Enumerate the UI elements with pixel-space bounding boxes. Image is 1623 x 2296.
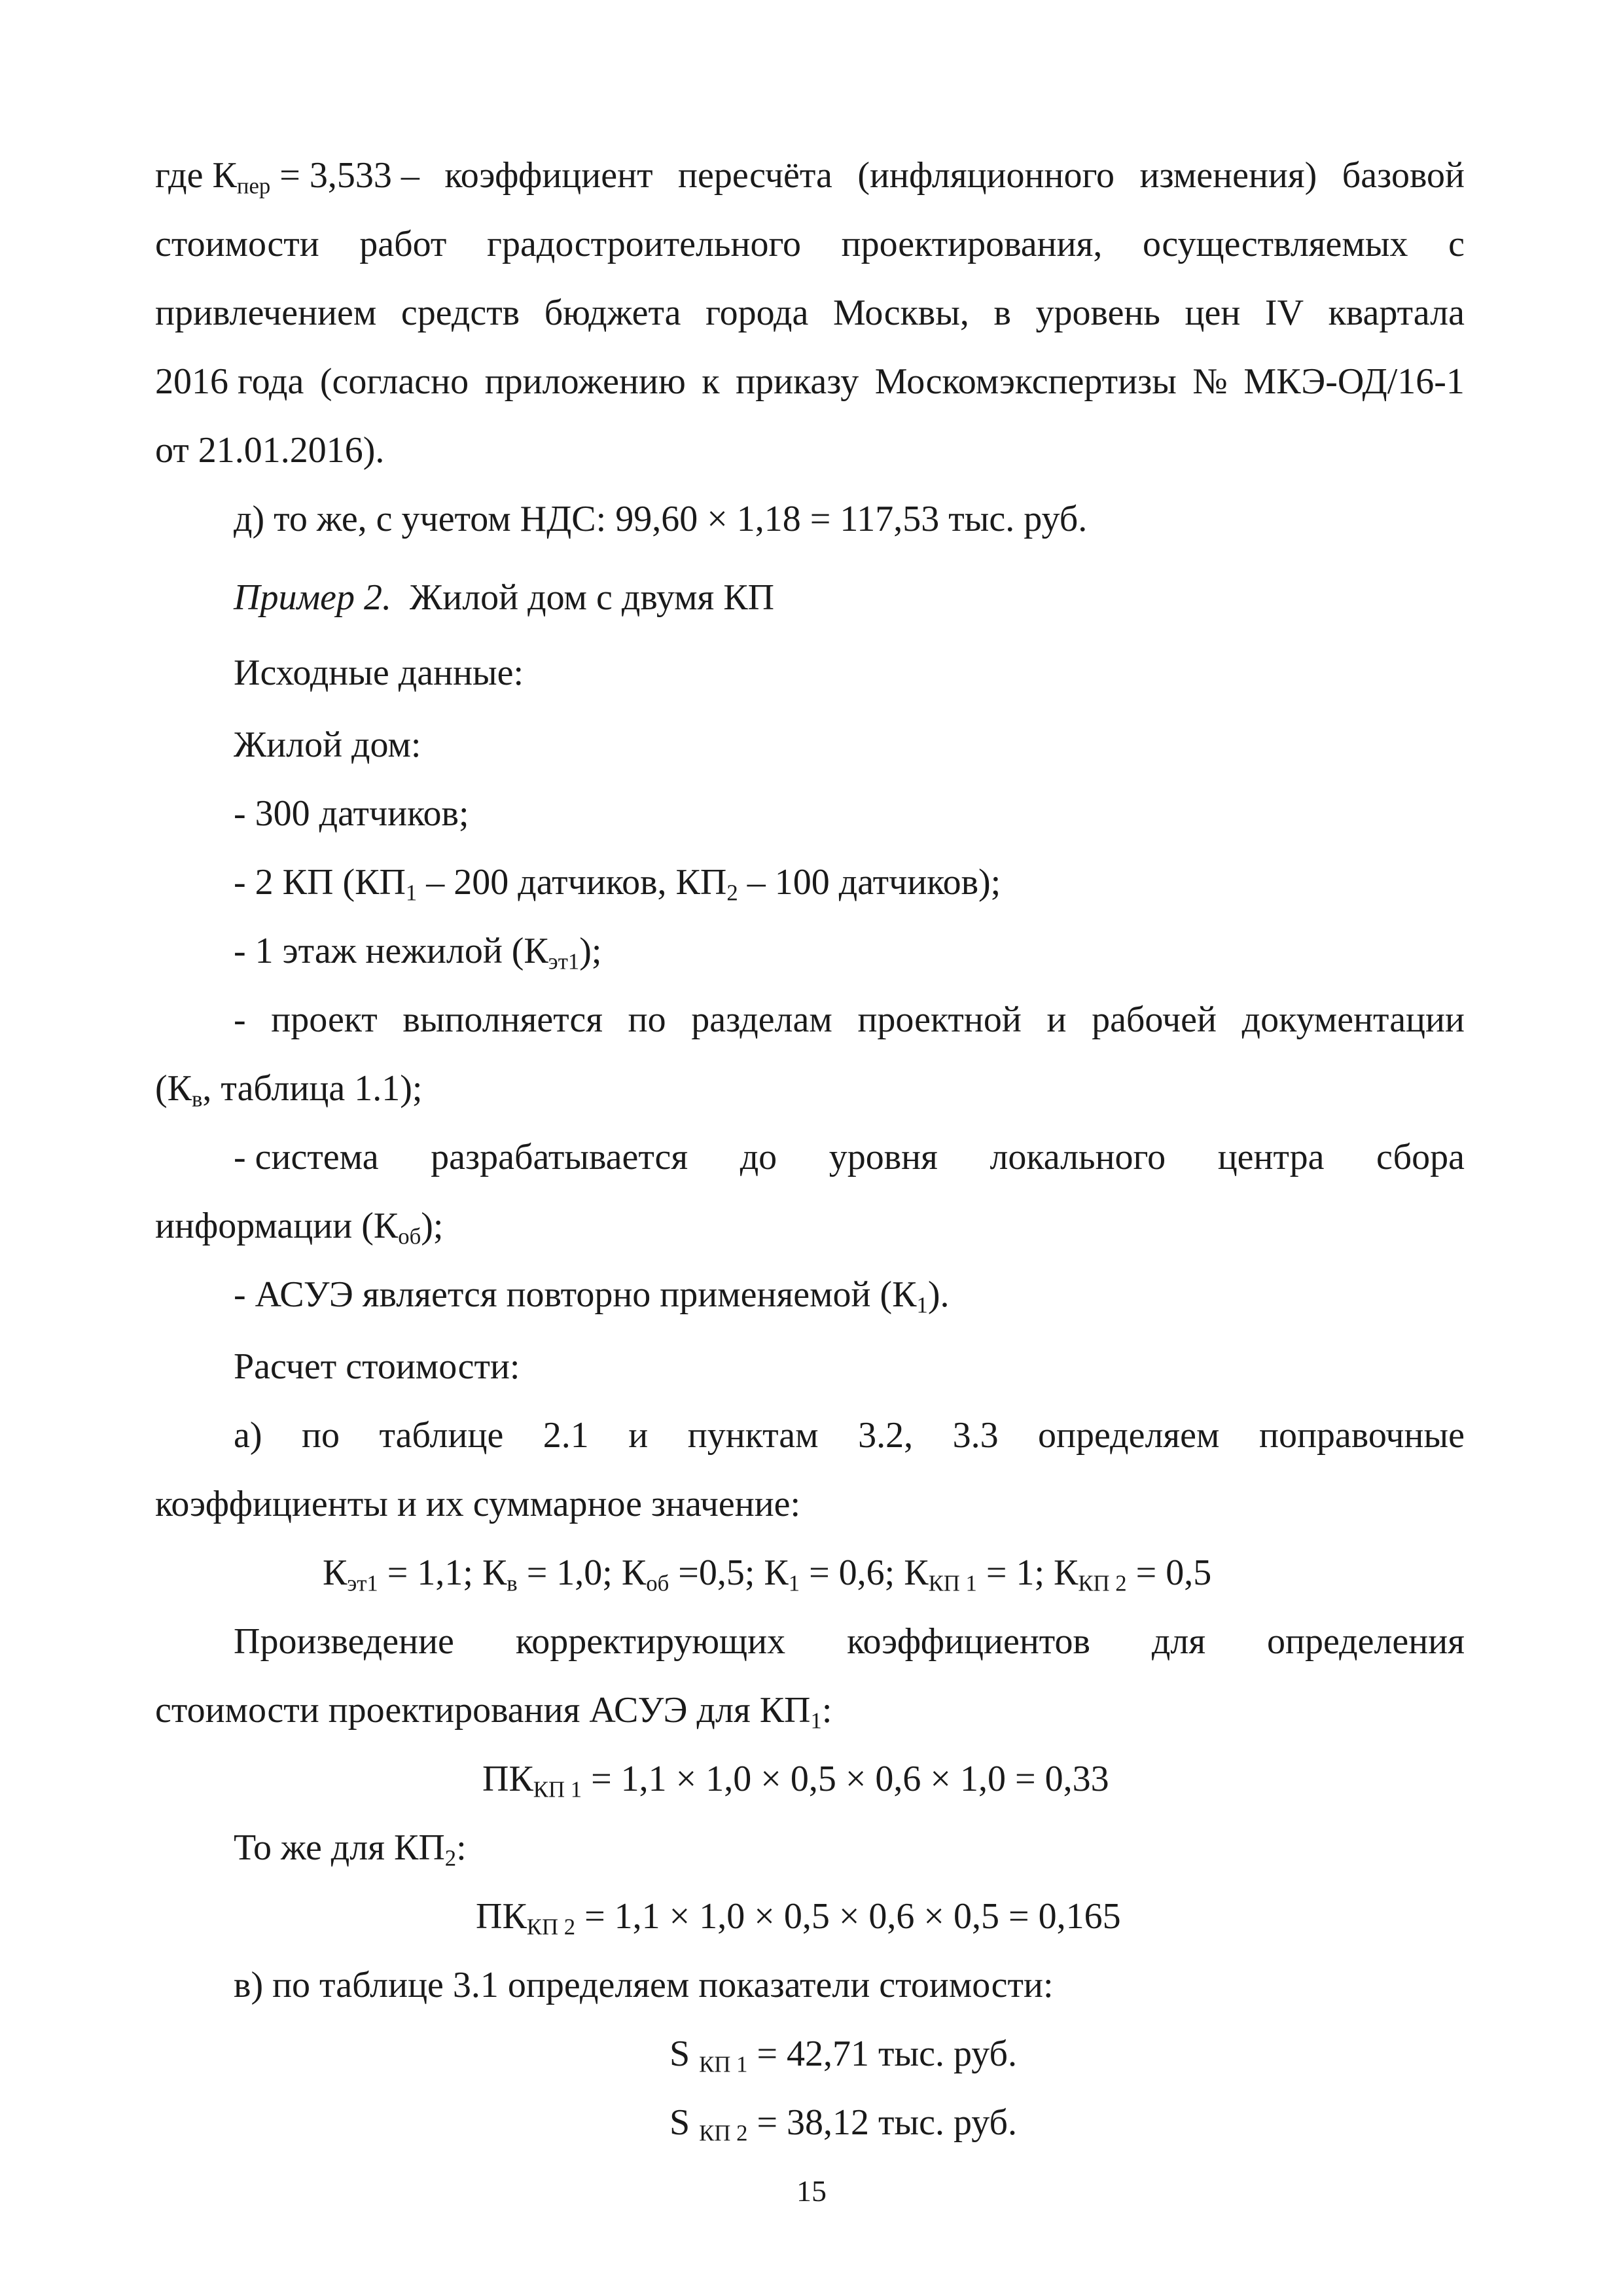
word: осуществляемых <box>1142 224 1408 264</box>
word: определения <box>1267 1621 1465 1662</box>
word: 3.2, <box>858 1415 914 1456</box>
bullet-project-line: ($К_в$, таблица 1.1); <box>155 1068 423 1112</box>
word: до <box>740 1137 777 1177</box>
word: коэффициент <box>444 155 653 196</box>
word: проектной <box>857 999 1022 1040</box>
word: цен <box>1185 293 1241 333</box>
word: выполняется <box>402 999 603 1040</box>
word: где $К_{пер} = 3,533$ – <box>155 155 419 199</box>
word: квартала <box>1328 293 1465 333</box>
word: МКЭ-ОД/16-1 <box>1243 361 1465 402</box>
bullet-kp: - 2 КП ($КП_1 - 200$ датчиков, $КП_2 - 100$ датчиков); <box>234 862 1001 906</box>
calc-heading: Расчет стоимости: <box>234 1346 520 1387</box>
initial-data-heading: Исходные данные: <box>234 653 524 693</box>
word: приложению <box>484 361 686 402</box>
word: коэффициентов <box>847 1621 1090 1662</box>
word: градостроительного <box>487 224 802 264</box>
paragraph-line <box>155 226 1465 262</box>
word: по <box>628 999 666 1040</box>
word: 2016 года <box>155 361 304 402</box>
bullet-system-line: информации $(К_{об})$; <box>155 1206 444 1249</box>
word: а) <box>234 1415 262 1456</box>
word: для <box>1151 1621 1206 1662</box>
product-line: стоимости проектирования АСУЭ для $КП_1$: <box>155 1690 832 1734</box>
word: (инфляционного <box>857 155 1115 196</box>
bullet-floor: - 1 этаж нежилой $(К_{эт1})$; <box>234 931 602 975</box>
word: уровня <box>829 1137 938 1177</box>
coefficient-formula: $К_{эт1} = 1,1$; $К_в = 1,0$; $К_{об} =0,5$; $К_1 = 0,6$; $К_{КП 1} = 1$; $К_{КП 2} = 0,5$ <box>323 1552 1212 1596</box>
product-line <box>234 1623 1465 1660</box>
page-number: 15 <box>796 2174 827 2208</box>
word: таблице <box>379 1415 504 1456</box>
same-for-kp2: То же для $КП_2$: <box>234 1827 467 1871</box>
bullet-sensors: - 300 датчиков; <box>234 793 469 834</box>
word: IV <box>1264 293 1304 333</box>
s-kp1-value: S $_{КП 1}$ = 42,71 тыс. руб. <box>669 2034 1017 2077</box>
word: в <box>993 293 1011 333</box>
pk2-formula: $ПК_{КП 2} = 1,1 \times 1,0 \times 0,5 \times 0,6 \times 0,5 = 0,165$ <box>476 1896 1121 1940</box>
example-label: Пример 2. <box>234 577 392 618</box>
item-v: в) по таблице 3.1 определяем показатели стоимости: <box>234 1965 1054 2005</box>
word: проектирования, <box>841 224 1103 264</box>
word: 3.3 <box>952 1415 999 1456</box>
word: изменения) <box>1139 155 1317 196</box>
word: города <box>705 293 809 333</box>
word: - <box>234 999 246 1040</box>
word: по <box>302 1415 340 1456</box>
word: Произведение <box>234 1621 454 1662</box>
word: проект <box>271 999 378 1040</box>
word: привлечением <box>155 293 377 333</box>
item-a-line <box>234 1417 1465 1454</box>
word: базовой <box>1342 155 1465 196</box>
word: центра <box>1217 1137 1325 1177</box>
word: стоимости <box>155 224 319 264</box>
word: разделам <box>691 999 832 1040</box>
s-kp2-value: S $_{КП 2}$ = 38,12 тыс. руб. <box>669 2102 1017 2146</box>
word: корректирующих <box>515 1621 786 1662</box>
word: Москомэкспертизы <box>874 361 1177 402</box>
word: 2.1 <box>543 1415 589 1456</box>
paragraph-line: от 21.01.2016). <box>155 430 385 471</box>
paragraph-line <box>155 363 1465 400</box>
word: бюджета <box>544 293 681 333</box>
word: разрабатывается <box>431 1137 688 1177</box>
item-a-line: коэффициенты и их суммарное значение: <box>155 1484 801 1524</box>
bullet-system-line <box>234 1139 1465 1175</box>
word: - система <box>234 1137 379 1177</box>
word: № <box>1192 361 1228 402</box>
word: и <box>628 1415 649 1456</box>
word: работ <box>359 224 447 264</box>
word: сбора <box>1376 1137 1465 1177</box>
word: Москвы, <box>832 293 969 333</box>
word: и <box>1046 999 1067 1040</box>
word: к <box>702 361 720 402</box>
word: поправочные <box>1258 1415 1465 1456</box>
paragraph-line <box>155 295 1465 331</box>
bullet-reuse: - АСУЭ является повторно применяемой $(К_1)$. <box>234 1274 950 1318</box>
word: уровень <box>1035 293 1160 333</box>
word: определяем <box>1038 1415 1220 1456</box>
word: с <box>1448 224 1465 264</box>
example-title: Жилой дом с двумя КП <box>410 577 775 618</box>
example-heading <box>234 579 774 616</box>
word: рабочей <box>1092 999 1217 1040</box>
paragraph-line <box>155 155 1465 199</box>
pk1-formula: $ПК_{КП 1} = 1,1 \times 1,0 \times 0,5 \times 0,6 \times 1,0 = 0,33$ <box>482 1759 1109 1803</box>
word: пунктам <box>687 1415 819 1456</box>
word: документации <box>1241 999 1465 1040</box>
word: приказу <box>736 361 859 402</box>
word: (согласно <box>319 361 469 402</box>
bullet-project-line <box>234 1001 1465 1038</box>
word: локального <box>990 1137 1166 1177</box>
house-heading: Жилой дом: <box>234 725 421 765</box>
item-d: д) то же, с учетом НДС: 99,60 × 1,18 = 117,53 тыс. руб. <box>234 499 1088 539</box>
word: средств <box>401 293 520 333</box>
word: пересчёта <box>678 155 832 196</box>
